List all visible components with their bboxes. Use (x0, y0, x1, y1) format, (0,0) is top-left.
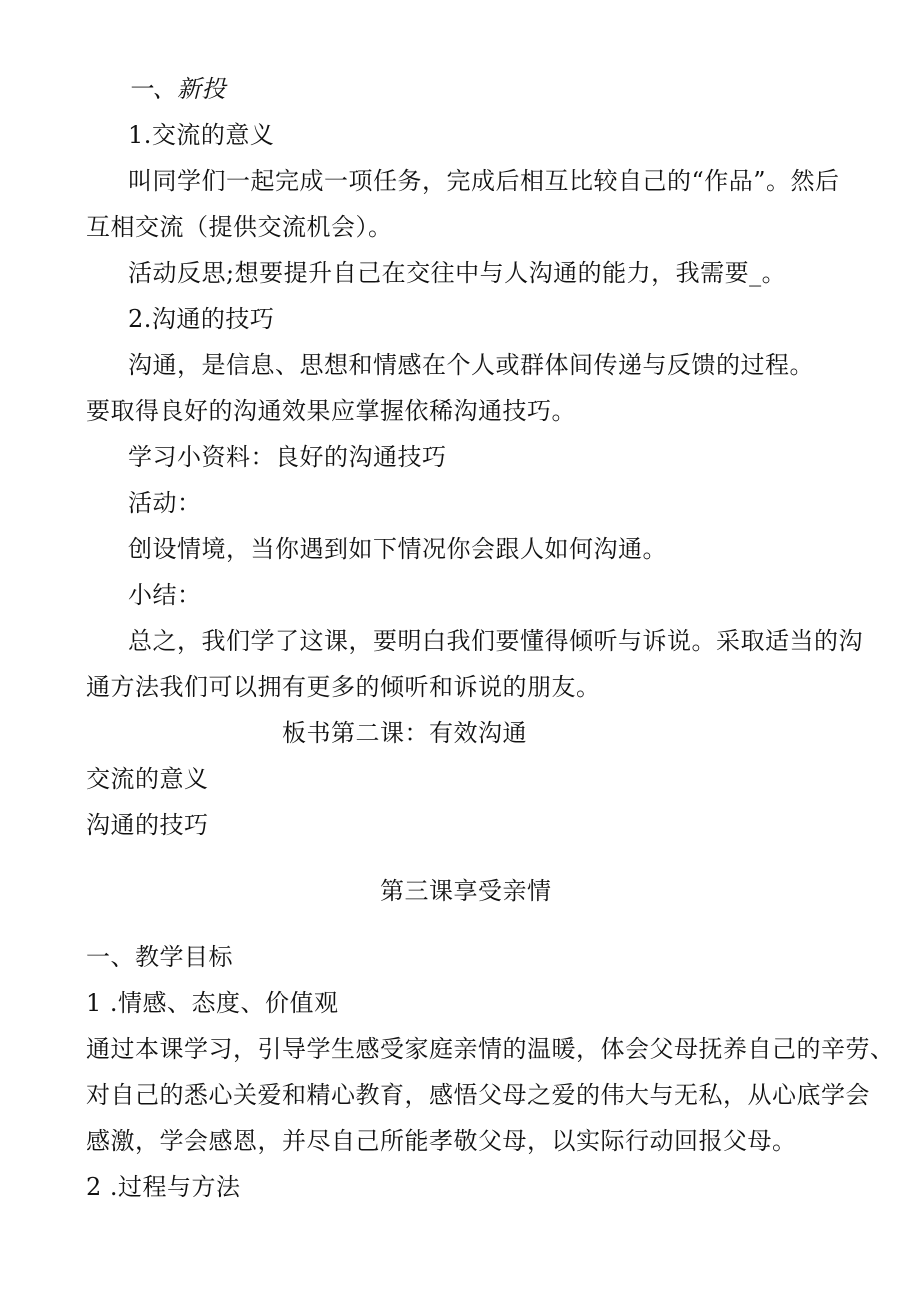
lesson3-title: 第三课享受亲情 (380, 877, 552, 905)
objective1-line2: 对自己的悉心关爱和精心教育，感悟父母之爱的伟大与无私，从心底学会 (86, 1081, 870, 1109)
objective2-title: 2 .过程与方法 (86, 1173, 241, 1201)
study-material: 学习小资料：良好的沟通技巧 (128, 443, 447, 471)
activity-label: 活动： (128, 489, 202, 517)
item2-title: 2.沟通的技巧 (128, 305, 275, 333)
summary-label: 小结： (128, 581, 202, 609)
para2-line2: 要取得良好的沟通效果应掌握依稀沟通技巧。 (86, 397, 576, 425)
objective1-title: 1 .情感、态度、价值观 (86, 989, 339, 1017)
section-heading-new: 一、新投 (128, 75, 226, 103)
summary-line2: 通方法我们可以拥有更多的倾听和诉说的朋友。 (86, 673, 601, 701)
item1-title: 1.交流的意义 (128, 121, 275, 149)
objectives-heading: 一、教学目标 (86, 943, 233, 971)
board-point1: 交流的意义 (86, 765, 209, 793)
board-title: 板书第二课：有效沟通 (282, 719, 527, 747)
para2-line1: 沟通，是信息、思想和情感在个人或群体间传递与反馈的过程。 (128, 351, 814, 379)
para1-line1: 叫同学们一起完成一项任务，完成后相互比较自己的“作品”。然后 (128, 167, 840, 195)
para1-line2: 互相交流（提供交流机会）。 (86, 213, 393, 241)
activity-reflection: 活动反思;想要提升自己在交往中与人沟通的能力，我需要_。 (128, 259, 787, 287)
activity-text: 创设情境，当你遇到如下情况你会跟人如何沟通。 (128, 535, 667, 563)
objective1-line1: 通过本课学习，引导学生感受家庭亲情的温暖，体会父母抚养自己的辛劳、 (86, 1035, 895, 1063)
objective1-line3: 感激，学会感恩，并尽自己所能孝敬父母，以实际行动回报父母。 (86, 1127, 797, 1155)
board-point2: 沟通的技巧 (86, 811, 209, 839)
summary-line1: 总之，我们学了这课，要明白我们要懂得倾听与诉说。采取适当的沟 (128, 627, 863, 655)
